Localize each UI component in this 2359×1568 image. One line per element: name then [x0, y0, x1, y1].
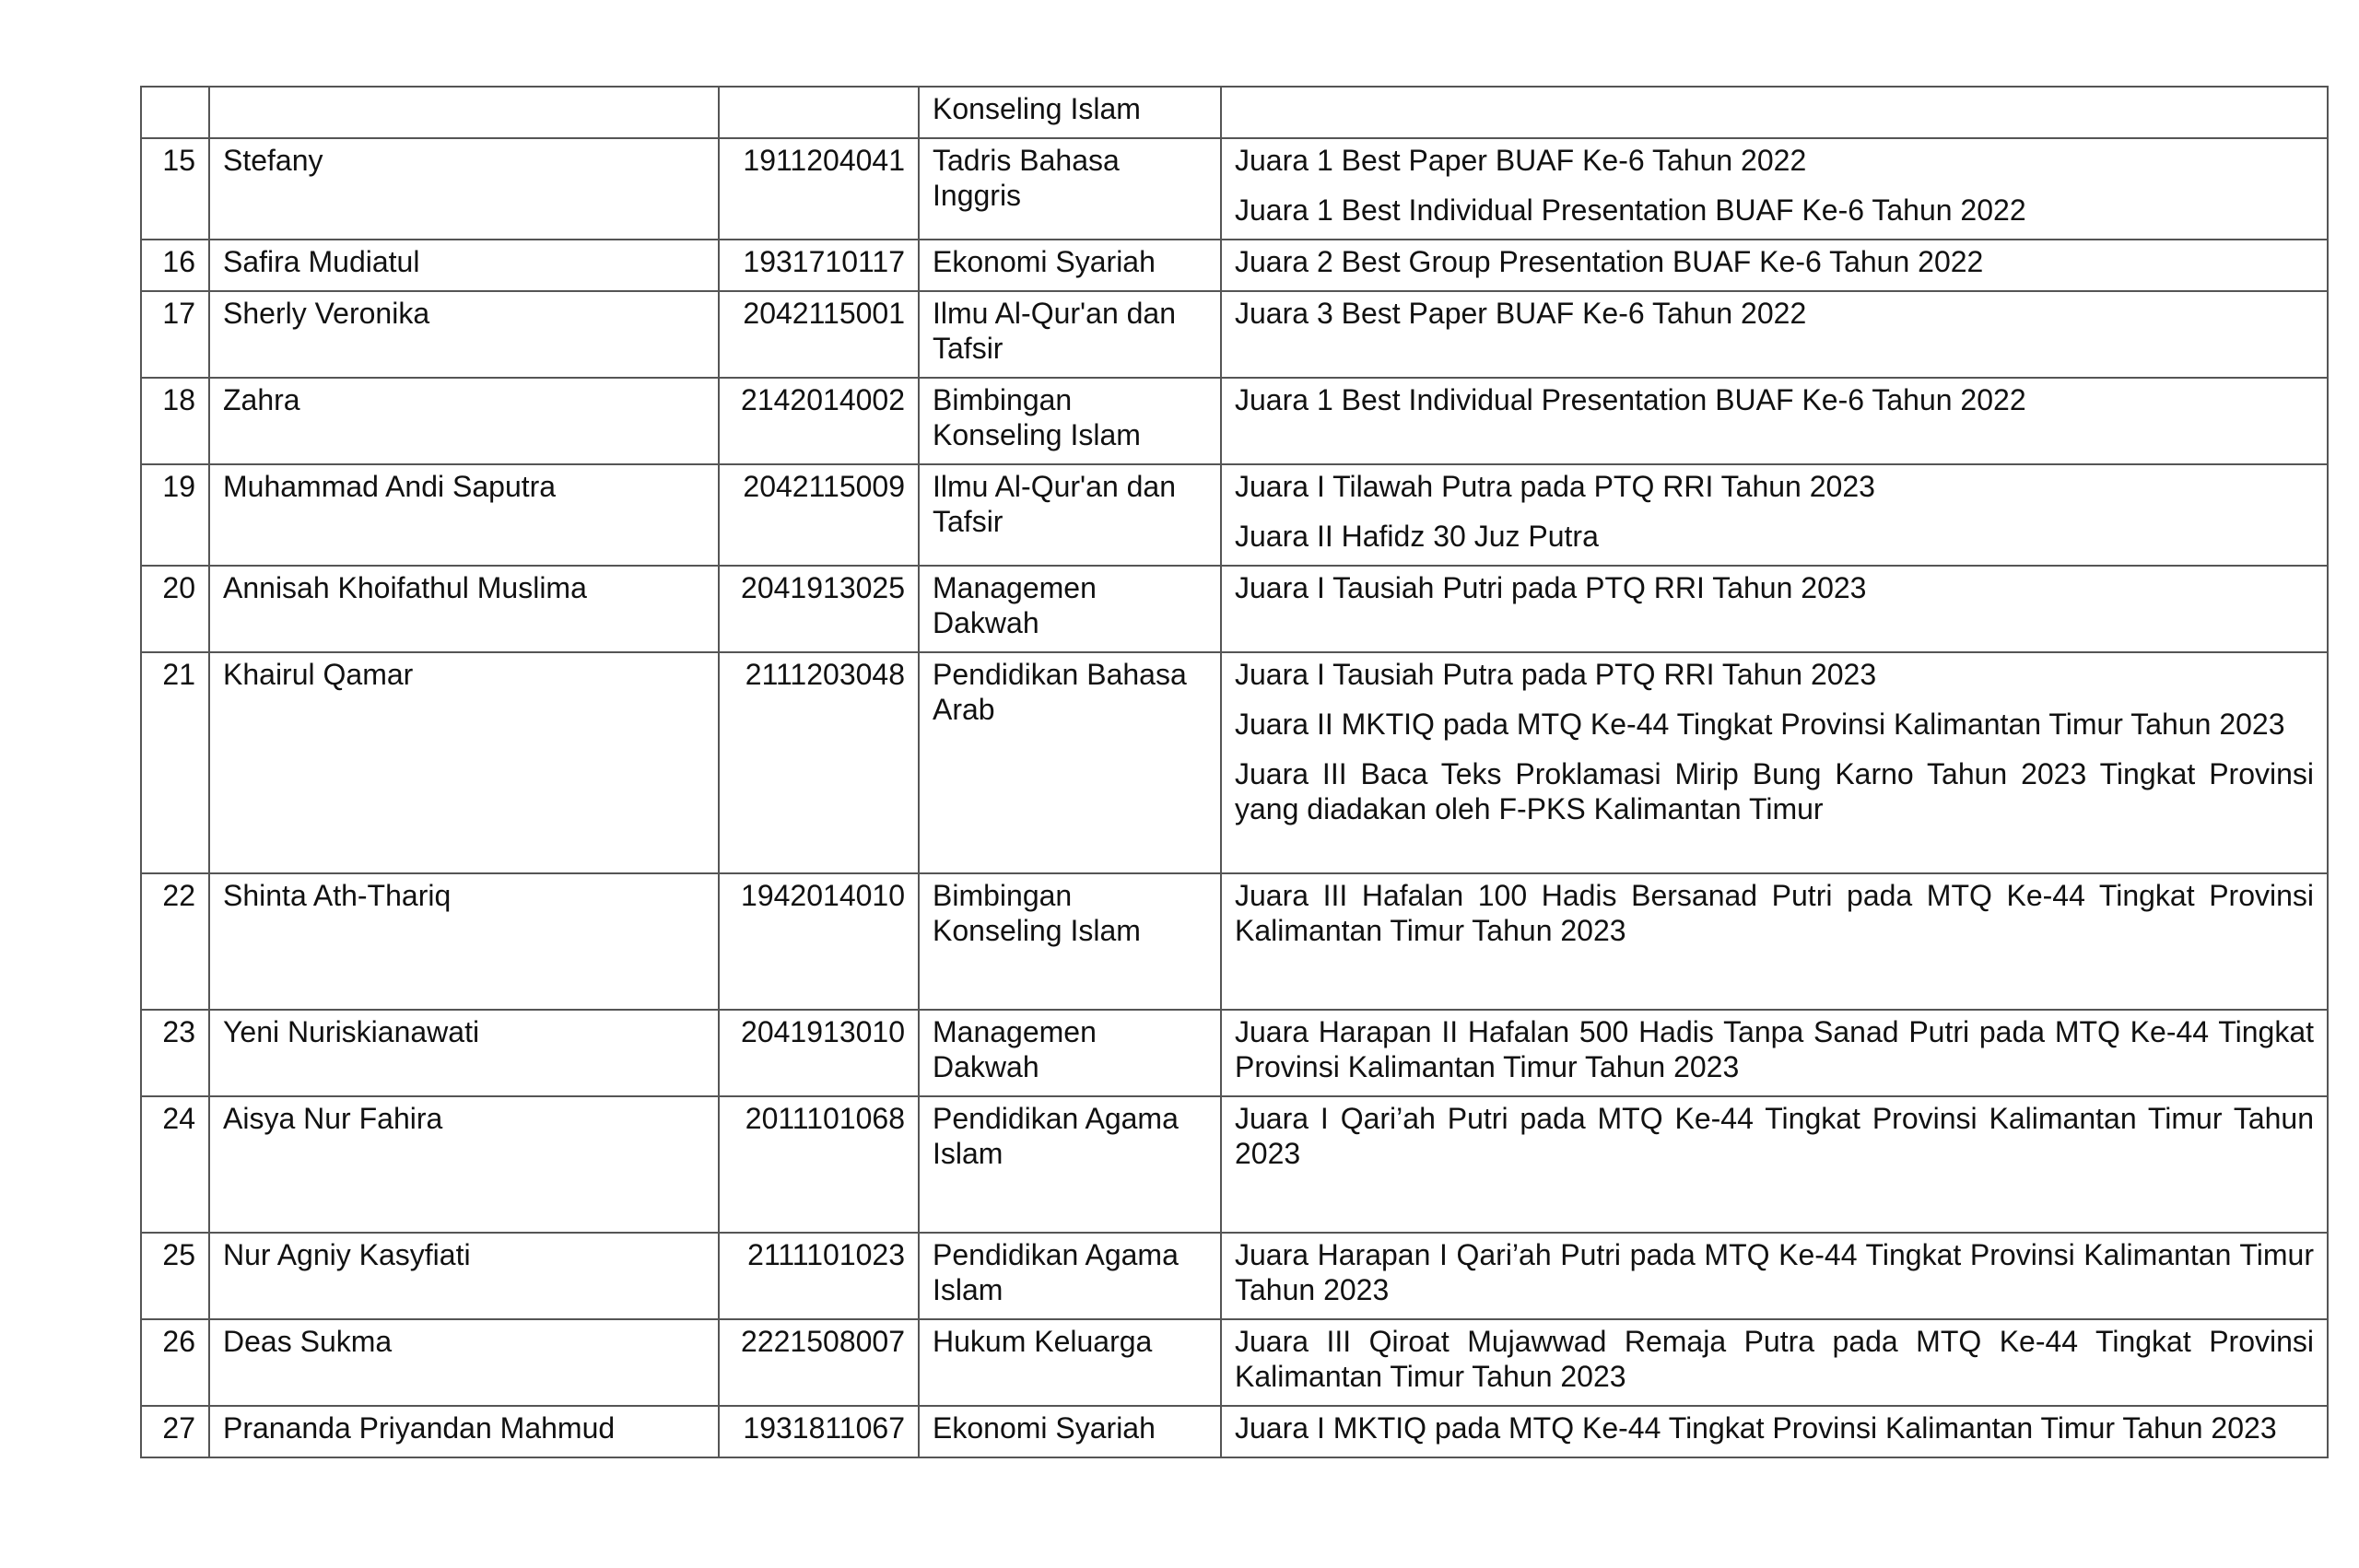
student-name: Shinta Ath-Thariq [209, 873, 719, 1010]
achievement-item: Juara II MKTIQ pada MTQ Ke-44 Tingkat Provinsi Kalimantan Timur Tahun 2023 [1235, 708, 2285, 741]
achievement-item: Juara III Baca Teks Proklamasi Mirip Bung Karno Tahun 2023 Tingkat Provinsi yang diadakan oleh F-PKS Kalimantan Timur [1235, 757, 2314, 825]
student-name: Sherly Veronika [209, 291, 719, 378]
row-number: 20 [141, 566, 209, 652]
achievement-item: Juara Harapan I Qari’ah Putri pada MTQ Ke-44 Tingkat Provinsi Kalimantan Timur Tahun 2023 [1235, 1238, 2314, 1306]
achievement-item: Juara 3 Best Paper BUAF Ke-6 Tahun 2022 [1235, 297, 1807, 330]
study-program: Konseling Islam [919, 87, 1221, 138]
achievement-cell [1221, 1233, 2328, 1319]
achievement-cell [1221, 1010, 2328, 1096]
achievement-item: Juara I Tausiah Putra pada PTQ RRI Tahun 2023 [1235, 658, 1877, 691]
student-name: Stefany [209, 138, 719, 240]
table-row [141, 652, 2328, 873]
study-program: Tadris Bahasa Inggris [919, 138, 1221, 240]
achievement-cell [1221, 652, 2328, 873]
achievement-item: Juara Harapan II Hafalan 500 Hadis Tanpa Sanad Putri pada MTQ Ke-44 Tingkat Provinsi Kalimantan Timur Tahun 2023 [1235, 1015, 2314, 1083]
table-row [141, 1233, 2328, 1319]
achievement-item: Juara I Qari’ah Putri pada MTQ Ke-44 Tingkat Provinsi Kalimantan Timur Tahun 2023 [1235, 1102, 2314, 1170]
student-id: 2041913010 [719, 1010, 919, 1096]
row-number: 26 [141, 1319, 209, 1406]
row-number: 17 [141, 291, 209, 378]
student-name: Yeni Nuriskianawati [209, 1010, 719, 1096]
achievement-cell [1221, 566, 2328, 652]
achievement-cell [1221, 138, 2328, 240]
achievement-item: Juara 1 Best Individual Presentation BUAF Ke-6 Tahun 2022 [1235, 383, 2026, 416]
row-number: 25 [141, 1233, 209, 1319]
achievement-cell [1221, 873, 2328, 1010]
achievement-cell [1221, 1406, 2328, 1457]
student-name: Annisah Khoifathul Muslima [209, 566, 719, 652]
student-id: 2041913025 [719, 566, 919, 652]
achievement-item: Juara II Hafidz 30 Juz Putra [1235, 520, 1599, 553]
study-program: Ilmu Al-Qur'an dan Tafsir [919, 464, 1221, 566]
student-name [209, 87, 719, 138]
table-row [141, 1406, 2328, 1457]
achievement-table [140, 86, 2329, 1458]
row-number: 18 [141, 378, 209, 464]
student-name: Zahra [209, 378, 719, 464]
student-id: 2111203048 [719, 652, 919, 873]
row-number: 27 [141, 1406, 209, 1457]
student-id [719, 87, 919, 138]
student-id: 2042115009 [719, 464, 919, 566]
achievement-item: Juara I MKTIQ pada MTQ Ke-44 Tingkat Provinsi Kalimantan Timur Tahun 2023 [1235, 1411, 2277, 1445]
study-program: Managemen Dakwah [919, 1010, 1221, 1096]
study-program: Pendidikan Agama Islam [919, 1233, 1221, 1319]
student-name: Deas Sukma [209, 1319, 719, 1406]
achievement-cell [1221, 1096, 2328, 1233]
table-body [141, 87, 2328, 1457]
row-number: 19 [141, 464, 209, 566]
table-row [141, 566, 2328, 652]
study-program: Pendidikan Bahasa Arab [919, 652, 1221, 873]
student-name: Safira Mudiatul [209, 240, 719, 291]
achievement-cell [1221, 87, 2328, 138]
student-name: Aisya Nur Fahira [209, 1096, 719, 1233]
row-number: 23 [141, 1010, 209, 1096]
table-row [141, 1096, 2328, 1233]
table-row [141, 378, 2328, 464]
student-name: Khairul Qamar [209, 652, 719, 873]
student-name: Prananda Priyandan Mahmud [209, 1406, 719, 1457]
achievement-item: Juara 2 Best Group Presentation BUAF Ke-6 Tahun 2022 [1235, 245, 1984, 278]
achievement-cell [1221, 1319, 2328, 1406]
student-id: 2011101068 [719, 1096, 919, 1233]
table-row [141, 873, 2328, 1010]
study-program: Ekonomi Syariah [919, 240, 1221, 291]
table-row [141, 240, 2328, 291]
achievement-cell [1221, 378, 2328, 464]
achievement-cell [1221, 291, 2328, 378]
student-id: 1931811067 [719, 1406, 919, 1457]
study-program: Managemen Dakwah [919, 566, 1221, 652]
table-row [141, 291, 2328, 378]
row-number: 22 [141, 873, 209, 1010]
student-id: 2111101023 [719, 1233, 919, 1319]
study-program: Bimbingan Konseling Islam [919, 378, 1221, 464]
row-number [141, 87, 209, 138]
student-id: 1931710117 [719, 240, 919, 291]
table-row [141, 138, 2328, 240]
student-id: 2221508007 [719, 1319, 919, 1406]
achievement-item: Juara 1 Best Individual Presentation BUAF Ke-6 Tahun 2022 [1235, 193, 2026, 227]
row-number: 16 [141, 240, 209, 291]
student-id: 1942014010 [719, 873, 919, 1010]
student-id: 2042115001 [719, 291, 919, 378]
table-row [141, 464, 2328, 566]
student-name: Nur Agniy Kasyfiati [209, 1233, 719, 1319]
achievement-item: Juara 1 Best Paper BUAF Ke-6 Tahun 2022 [1235, 144, 1807, 177]
table-row [141, 1010, 2328, 1096]
study-program: Ekonomi Syariah [919, 1406, 1221, 1457]
study-program: Bimbingan Konseling Islam [919, 873, 1221, 1010]
achievement-item: Juara I Tausiah Putri pada PTQ RRI Tahun 2023 [1235, 571, 1867, 604]
achievement-item: Juara III Qiroat Mujawwad Remaja Putra pada MTQ Ke-44 Tingkat Provinsi Kalimantan Timur Tahun 2023 [1235, 1325, 2314, 1393]
study-program: Hukum Keluarga [919, 1319, 1221, 1406]
row-number: 15 [141, 138, 209, 240]
row-number: 21 [141, 652, 209, 873]
student-name: Muhammad Andi Saputra [209, 464, 719, 566]
study-program: Pendidikan Agama Islam [919, 1096, 1221, 1233]
student-id: 1911204041 [719, 138, 919, 240]
achievement-cell [1221, 464, 2328, 566]
student-id: 2142014002 [719, 378, 919, 464]
achievement-cell [1221, 240, 2328, 291]
achievement-item: Juara III Hafalan 100 Hadis Bersanad Putri pada MTQ Ke-44 Tingkat Provinsi Kalimantan Timur Tahun 2023 [1235, 879, 2314, 947]
table-row [141, 87, 2328, 138]
study-program: Ilmu Al-Qur'an dan Tafsir [919, 291, 1221, 378]
row-number: 24 [141, 1096, 209, 1233]
achievement-item: Juara I Tilawah Putra pada PTQ RRI Tahun 2023 [1235, 470, 1875, 503]
table-row [141, 1319, 2328, 1406]
